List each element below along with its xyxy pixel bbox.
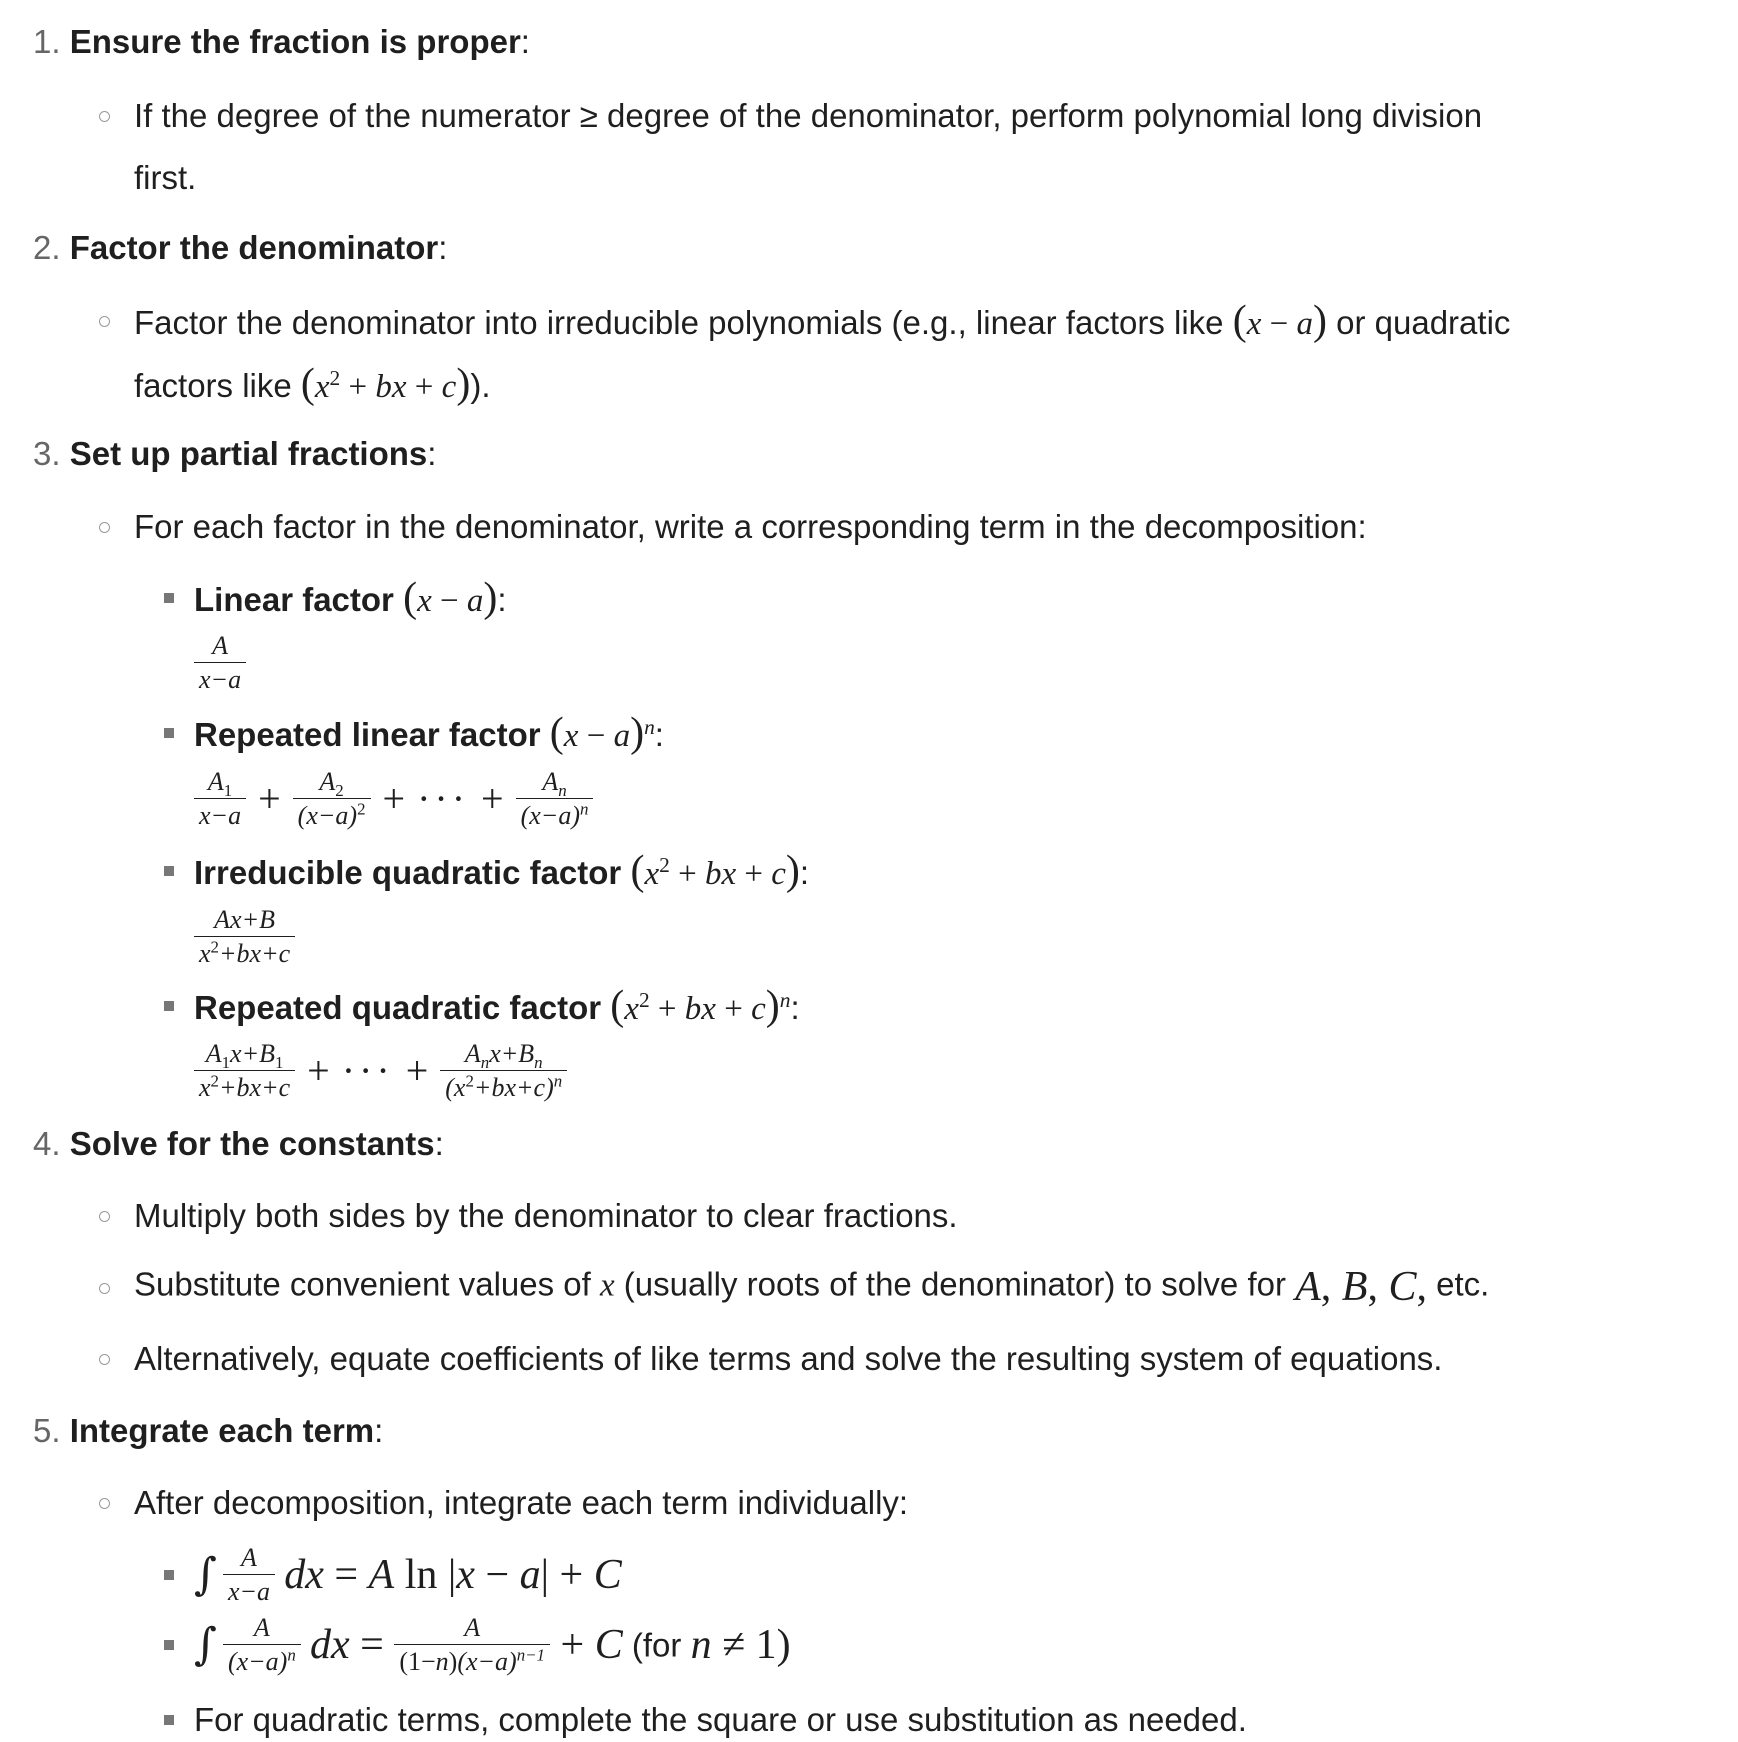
repeated-linear-factor-label: Repeated linear factor $(x - a)^n$: [194, 710, 664, 756]
step-3-text: For each factor in the denominator, write a corresponding term in the decomposition: [134, 508, 1367, 545]
quadratic-factor-label: Irreducible quadratic factor ($x^2$ + bx + c): [194, 848, 810, 894]
hollow-bullet-icon [99, 1211, 110, 1222]
square-bullet-icon [164, 1715, 174, 1725]
step-title: Set up partial fractions [69, 435, 428, 472]
step-title: Ensure the fraction is proper [69, 23, 521, 60]
linear-factor-label: Linear factor (x − a): [194, 575, 507, 621]
integral-formula-1: ∫ $\frac{A}{x-a}$ dx = A ln |x − a| + C [194, 1543, 622, 1607]
step-3-heading: 3. Set up partial fractions: [33, 435, 437, 472]
integral-formula-2: ∫ $\frac{A}{(x-a)^n}$ dx = $\frac{A}{(1-n)(x-a)^{n-1}}$ + C (for n ≠ 1) [194, 1613, 791, 1677]
step-1-text-line-2: first. [134, 159, 197, 196]
step-4-text-2: Substitute convenient values of x (usually roots of the denominator) to solve for A, B, C, etc. [134, 1264, 1490, 1310]
step-1-text-line-1: If the degree of the numerator ≥ degree of the denominator, perform polynomial long division [134, 97, 1483, 134]
step-4-text-1: Multiply both sides by the denominator to clear fractions. [134, 1197, 958, 1234]
step-number: 5. [33, 1412, 61, 1449]
step-2-heading: 2. Factor the denominator: [33, 229, 448, 266]
step-number: 1. [33, 23, 61, 60]
step-title: Solve for the constants [69, 1125, 435, 1162]
square-bullet-icon [164, 1001, 174, 1011]
hollow-bullet-icon [99, 522, 110, 533]
step-2-text-line-1: Factor the denominator into irreducible polynomials (e.g., linear factors like (x − a) or quadratic [134, 298, 1511, 344]
square-bullet-icon [164, 866, 174, 876]
repeated-linear-factor-formula: $\frac{A_1}{x-a}$ + $\frac{A_2}{(x-a)^2}$ + ··· + $\frac{A_n}{(x-a)^n}$ [194, 768, 593, 830]
square-bullet-icon [164, 1570, 174, 1580]
step-5-final-text: For quadratic terms, complete the square or use substitution as needed. [194, 1701, 1247, 1738]
step-4-text-3: Alternatively, equate coefficients of like terms and solve the resulting system of equations. [134, 1340, 1443, 1377]
step-5-text: After decomposition, integrate each term individually: [134, 1484, 909, 1521]
repeated-quadratic-factor-label: Repeated quadratic factor ($x^2$ + bx + c)$^n$: [194, 983, 800, 1029]
step-number: 2. [33, 229, 61, 266]
step-4-heading: 4. Solve for the constants: [33, 1125, 444, 1162]
hollow-bullet-icon [99, 1283, 110, 1294]
linear-factor-formula: $\frac{A}{x-a}$ [194, 632, 246, 694]
square-bullet-icon [164, 593, 174, 603]
repeated-quadratic-factor-formula: $\frac{A_1x+B_1}{x^2+bx+c}$ + ··· + $\frac{A_nx+B_n}{(x^2+bx+c)^n}$ [194, 1040, 567, 1102]
square-bullet-icon [164, 728, 174, 738]
hollow-bullet-icon [99, 1354, 110, 1365]
step-1-heading: 1. Ensure the fraction is proper: [33, 23, 530, 60]
square-bullet-icon [164, 1640, 174, 1650]
step-title: Integrate each term [69, 1412, 375, 1449]
hollow-bullet-icon [99, 316, 110, 327]
step-2-text-line-2: factors like ($x^2$ + bx + c)). [134, 361, 491, 407]
step-title: Factor the denominator [69, 229, 439, 266]
step-number: 3. [33, 435, 61, 472]
step-number: 4. [33, 1125, 61, 1162]
quadratic-factor-formula: $\frac{Ax+B}{x^2+bx+c}$ [194, 906, 295, 968]
hollow-bullet-icon [99, 1498, 110, 1509]
hollow-bullet-icon [99, 111, 110, 122]
step-5-heading: 5. Integrate each term: [33, 1412, 384, 1449]
